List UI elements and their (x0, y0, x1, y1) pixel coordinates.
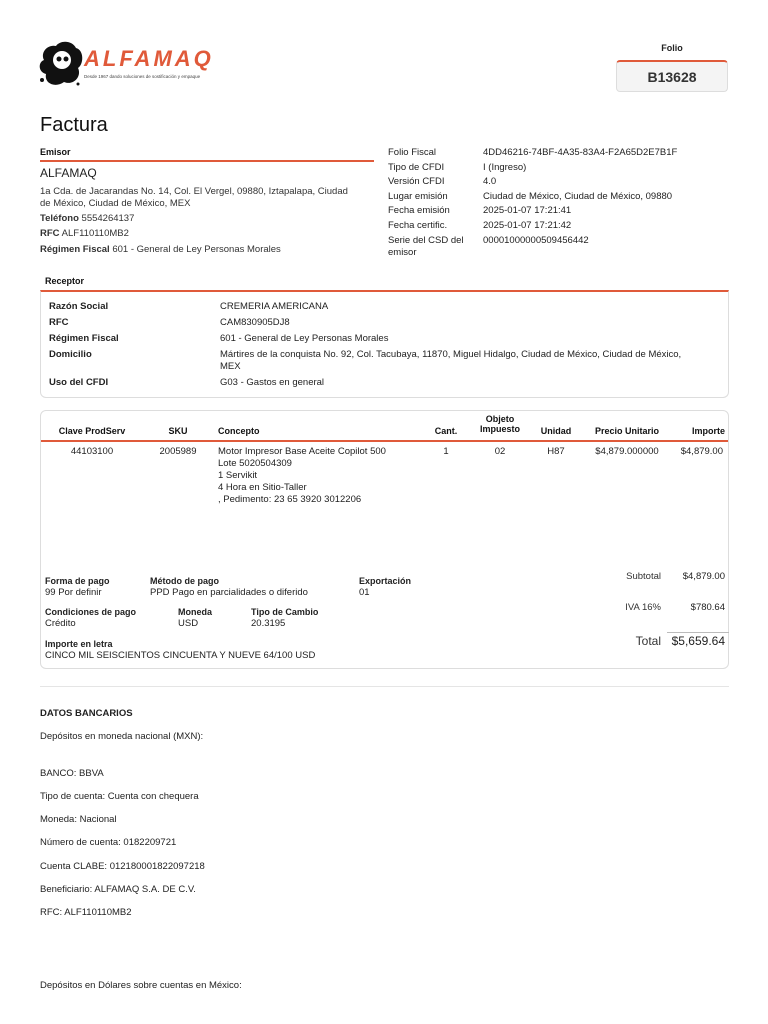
receptor-label: RFC (49, 317, 69, 328)
condiciones-label: Condiciones de pago (45, 607, 137, 617)
folio-label: Folio (661, 43, 683, 53)
emisor-regimen: 601 - General de Ley Personas Morales (112, 244, 281, 255)
item-precio: $4,879.000000 (595, 446, 659, 457)
metodo-pago-value: PPD Pago en parcialidades o diferido (150, 587, 308, 598)
logo-mascot-icon (38, 40, 84, 90)
emisor-name: ALFAMAQ (40, 166, 97, 180)
fiscal-label: Versión CFDI (388, 176, 445, 188)
fiscal-row (388, 175, 738, 190)
receptor-label: Razón Social (49, 301, 109, 312)
receptor-value: 601 - General de Ley Personas Morales (220, 333, 389, 344)
bank-line: Cuenta CLABE: 012180001822097218 (40, 861, 205, 872)
emisor-rfc-label: RFC (40, 228, 60, 239)
item-unidad: H87 (547, 446, 565, 457)
exportacion-value: 01 (359, 587, 370, 598)
fiscal-value: 2025-01-07 17:21:41 (483, 205, 572, 217)
logo-wordmark: ALFAMAQ (84, 46, 214, 71)
iva-label: IVA 16% (625, 602, 661, 613)
item-importe: $4,879.00 (680, 446, 723, 457)
receptor-value: CAM830905DJ8 (220, 317, 290, 328)
fiscal-value: 4.0 (483, 176, 497, 188)
total-label: Total (635, 634, 661, 648)
section-divider (40, 686, 729, 687)
fiscal-value: 2025-01-07 17:21:42 (483, 219, 572, 231)
fiscal-label: Fecha emisión (388, 205, 450, 217)
emisor-rfc-row (40, 228, 129, 239)
item-clave: 44103100 (70, 446, 114, 457)
fiscal-label: Fecha certific. (388, 219, 448, 231)
emisor-rfc: ALF110110MB2 (61, 228, 129, 239)
item-concepto-line: 4 Hora en Sitio-Taller (218, 482, 307, 493)
fiscal-row (388, 146, 738, 161)
item-concepto-line: 1 Servikit (218, 470, 258, 481)
header-clave: Clave ProdServ (58, 426, 126, 436)
bank-line: Número de cuenta: 0182209721 (40, 837, 177, 848)
metodo-pago-label: Método de pago (150, 576, 219, 586)
fiscal-value: 4DD46216-74BF-4A35-83A4-F2A65D2E7B1F (483, 147, 678, 158)
total-divider (667, 632, 729, 633)
header-objeto-line-2: Impuesto (479, 424, 520, 434)
fiscal-value: I (Ingreso) (483, 161, 527, 173)
fiscal-row (388, 190, 738, 205)
items-header-divider (41, 440, 728, 442)
fiscal-row (388, 204, 738, 219)
emisor-divider (40, 160, 374, 162)
subtotal-value: $4,879.00 (682, 571, 725, 582)
receptor-row (49, 377, 728, 389)
receptor-section-label: Receptor (45, 276, 85, 286)
receptor-value: CREMERIA AMERICANA (220, 301, 329, 312)
folio-value: B13628 (616, 60, 728, 92)
receptor-label: Régimen Fiscal (49, 333, 119, 344)
header-concepto: Concepto (218, 426, 260, 436)
tipo-cambio-value: 20.3195 (251, 618, 286, 629)
condiciones-value: Crédito (45, 618, 76, 629)
bank-title: DATOS BANCARIOS (40, 708, 133, 719)
header-unidad: Unidad (540, 426, 572, 436)
item-objeto: 02 (494, 446, 506, 457)
moneda-value: USD (178, 618, 199, 629)
forma-pago-value: 99 Por definir (45, 587, 102, 598)
bank-line: Beneficiario: ALFAMAQ S.A. DE C.V. (40, 884, 196, 895)
fiscal-row (388, 234, 738, 259)
header-objeto (473, 414, 527, 434)
fiscal-label: Tipo de CFDI (388, 161, 445, 173)
emisor-phone-row (40, 213, 134, 224)
exportacion-label: Exportación (359, 576, 412, 586)
header-cant: Cant. (434, 426, 458, 436)
emisor-regimen-row (40, 244, 281, 255)
header-objeto-line-1: Objeto (485, 414, 515, 424)
receptor-row (49, 301, 728, 313)
header-precio: Precio Unitario (594, 426, 659, 436)
receptor-row (49, 349, 728, 373)
fiscal-row (388, 161, 738, 176)
bank-line: Tipo de cuenta: Cuenta con chequera (40, 791, 199, 802)
receptor-row (49, 317, 728, 329)
item-concepto-line: Motor Impresor Base Aceite Copilot 500 (218, 446, 386, 457)
emisor-regimen-label: Régimen Fiscal (40, 244, 110, 255)
receptor-row (49, 333, 728, 345)
bank-mxn-intro: Depósitos en moneda nacional (MXN): (40, 731, 204, 742)
total-value: $5,659.64 (671, 634, 725, 648)
emisor-section-label: Emisor (40, 147, 71, 157)
fiscal-label: Lugar emisión (388, 190, 448, 202)
header-importe: Importe (691, 426, 725, 436)
receptor-value: Mártires de la conquista No. 92, Col. Tacubaya, 11870, Miguel Hidalgo, Ciudad de México, Ciudad de México, MEX (220, 349, 682, 372)
bank-line: BANCO: BBVA (40, 768, 104, 779)
bank-usd-intro: Depósitos en Dólares sobre cuentas en México: (40, 980, 242, 991)
subtotal-label: Subtotal (626, 571, 661, 582)
importe-letra-label: Importe en letra (45, 639, 113, 649)
receptor-label: Domicilio (49, 349, 92, 360)
item-concepto (218, 446, 428, 506)
iva-value: $780.64 (690, 602, 725, 613)
header-sku: SKU (168, 426, 188, 436)
emisor-address: 1a Cda. de Jacarandas No. 14, Col. El Vergel, 09880, Iztapalapa, Ciudad de México, Ciudad de México, MEX (40, 186, 348, 209)
page-title: Factura (40, 114, 108, 136)
emisor-phone-label: Teléfono (40, 213, 79, 224)
logo-tagline: Desde 1967 dando soluciones de sostificación y empaque (84, 74, 201, 79)
fiscal-info (388, 146, 738, 259)
items-table (40, 410, 729, 669)
item-concepto-line: Lote 5020504309 (218, 458, 292, 469)
fiscal-label: Serie del CSD del emisor (388, 234, 464, 258)
receptor-value: G03 - Gastos en general (220, 377, 325, 388)
item-cant: 1 (443, 446, 449, 457)
tipo-cambio-label: Tipo de Cambio (251, 607, 319, 617)
fiscal-value: Ciudad de México, Ciudad de México, 09880 (483, 190, 673, 202)
fiscal-row (388, 219, 738, 234)
forma-pago-label: Forma de pago (45, 576, 110, 586)
item-concepto-line: , Pedimento: 23 65 3920 3012206 (218, 494, 362, 505)
bank-line: RFC: ALF110110MB2 (40, 907, 132, 918)
moneda-label: Moneda (178, 607, 213, 617)
fiscal-label: Folio Fiscal (388, 147, 437, 158)
importe-letra-value: CINCO MIL SEISCIENTOS CINCUENTA Y NUEVE 64/100 USD (45, 650, 316, 661)
receptor-box (40, 290, 729, 398)
emisor-phone: 5554264137 (81, 213, 135, 224)
receptor-label: Uso del CFDI (49, 377, 109, 388)
bank-line: Moneda: Nacional (40, 814, 117, 825)
item-sku: 2005989 (159, 446, 197, 457)
fiscal-value: 00001000000509456442 (483, 234, 589, 246)
